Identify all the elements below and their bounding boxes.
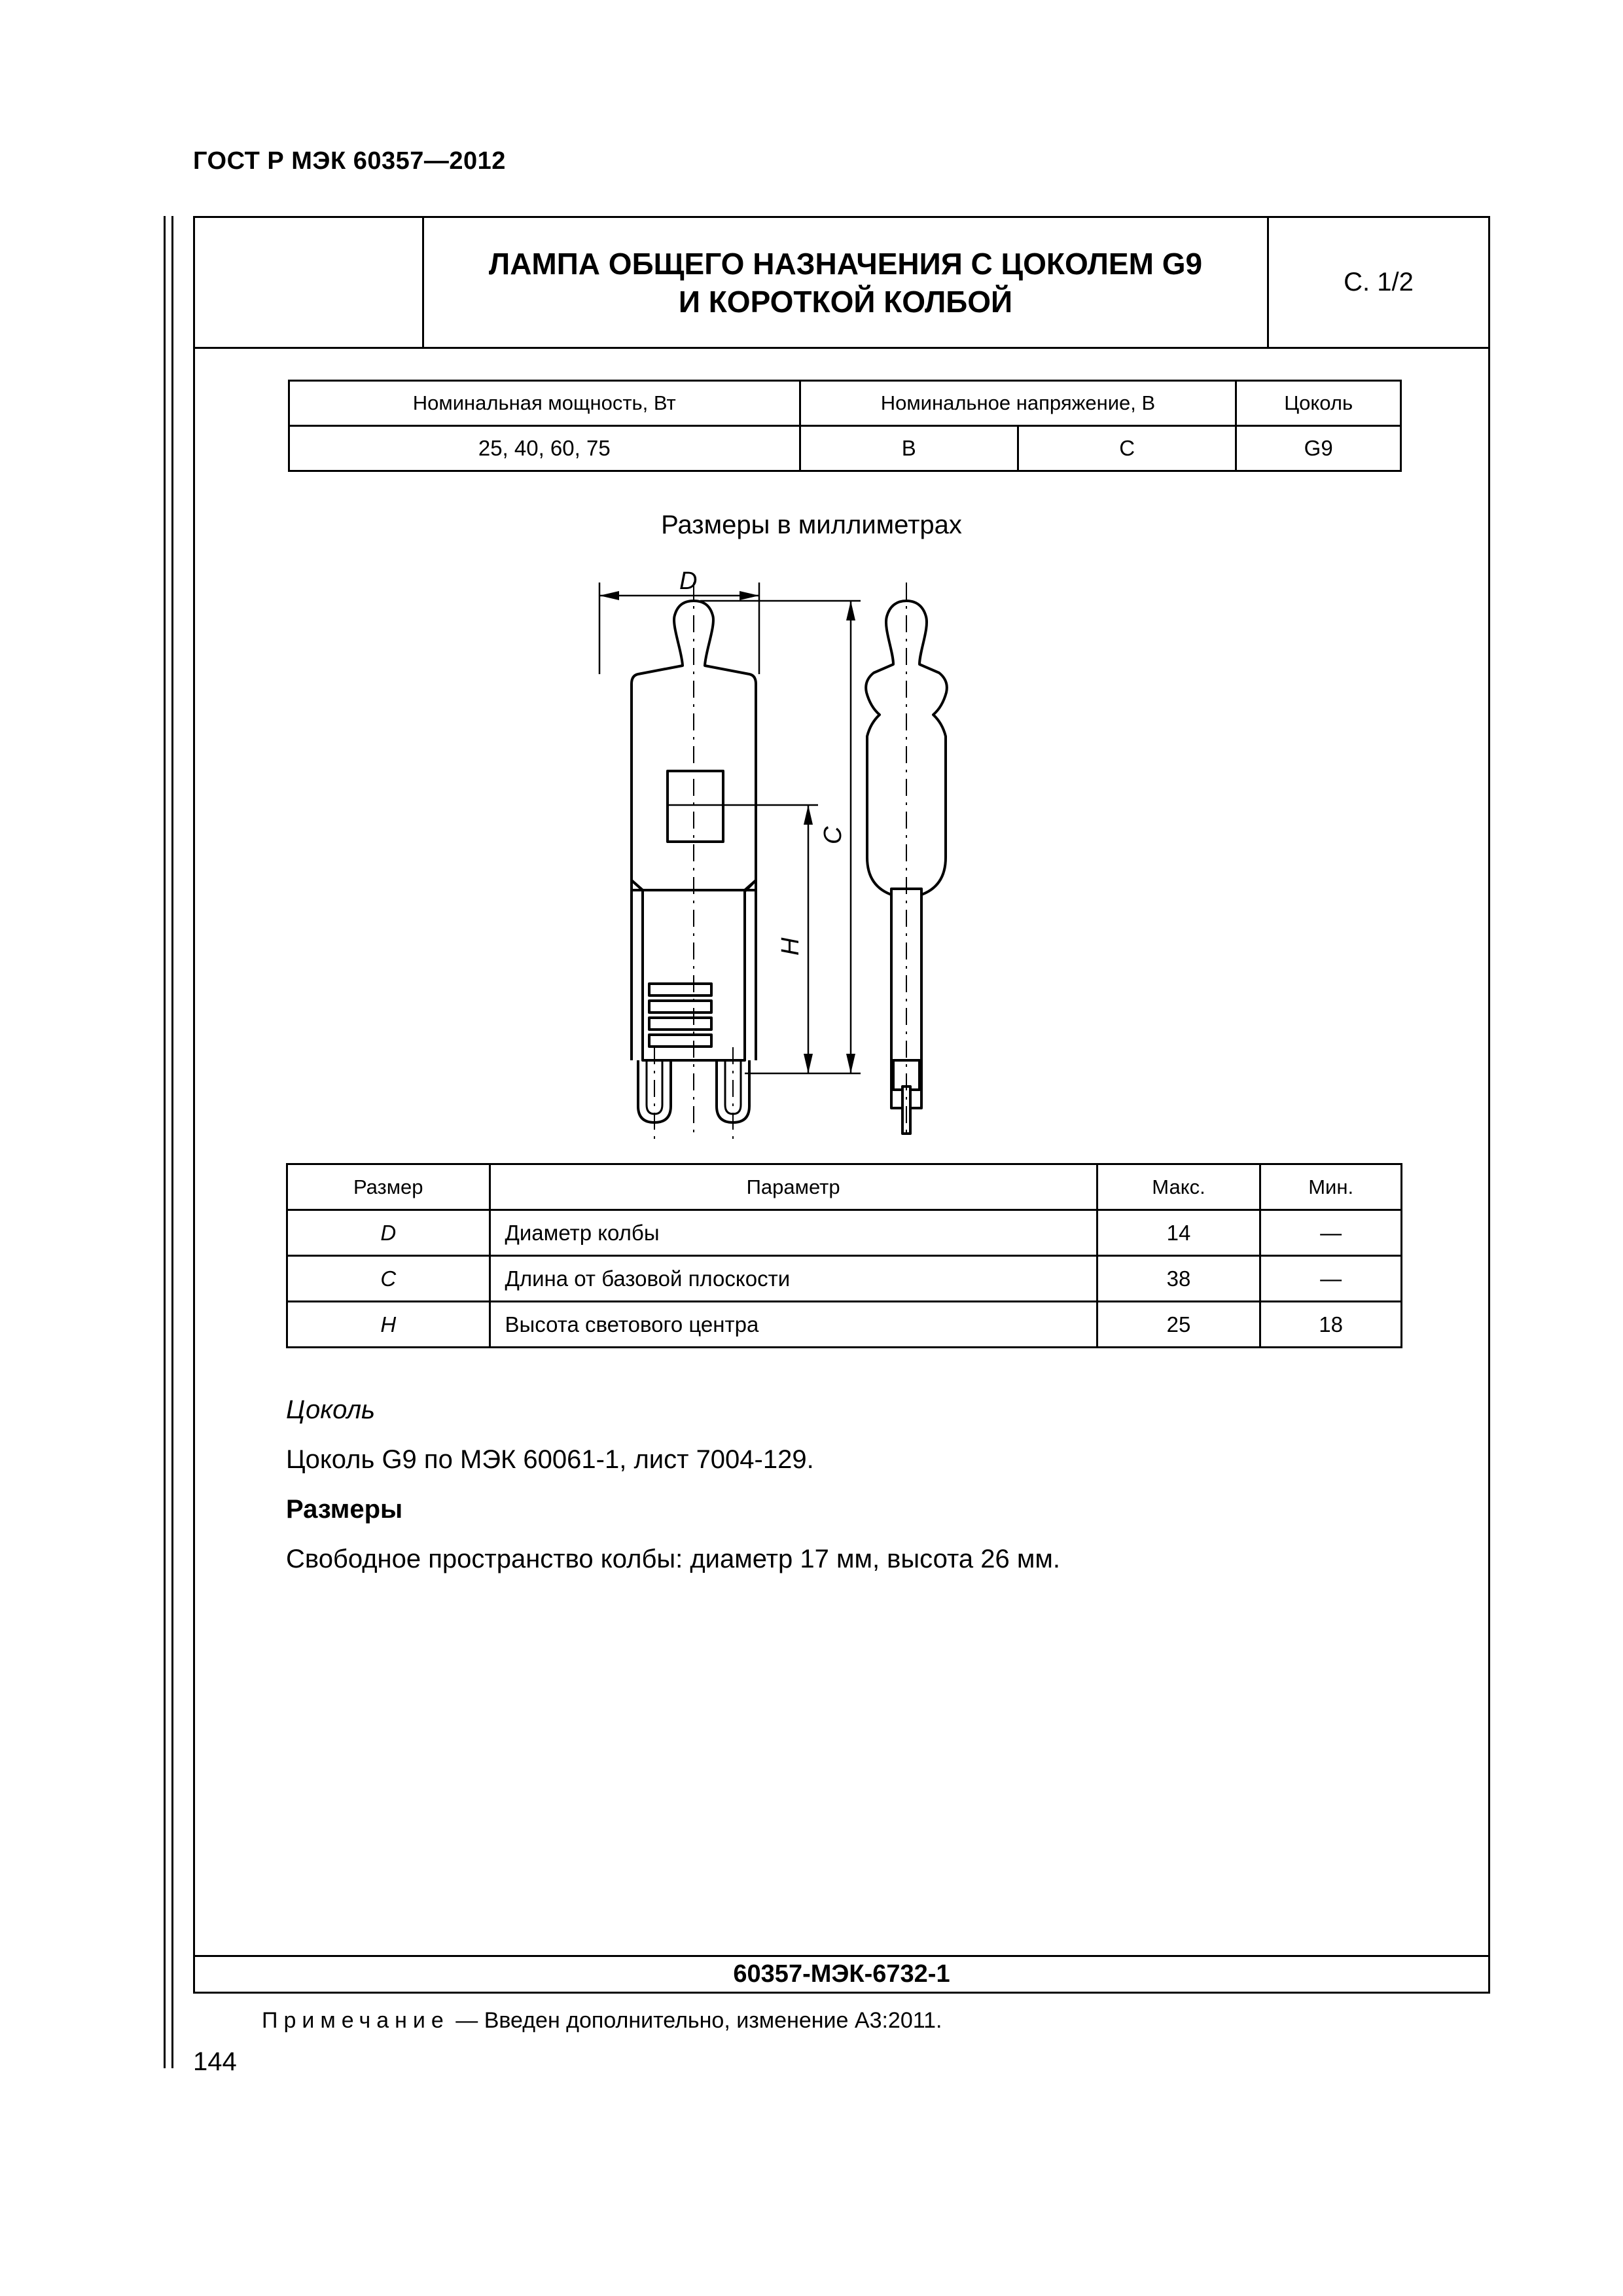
sheet-title — [424, 218, 1267, 347]
margin-line — [171, 216, 173, 2068]
c-arrow-bottom — [846, 1054, 855, 1073]
table-row — [287, 1210, 1402, 1256]
d-arrow-left — [599, 591, 619, 600]
cell-parameter: Высота светового центра — [490, 1302, 1097, 1348]
cell-cap: G9 — [1236, 426, 1401, 471]
title-block — [195, 218, 1488, 349]
cell-max: 14 — [1097, 1210, 1260, 1256]
document-header: ГОСТ Р МЭК 60357—2012 — [193, 147, 506, 175]
page-number: 144 — [193, 2047, 237, 2076]
grip-rib — [649, 1018, 711, 1030]
cell-max: 38 — [1097, 1256, 1260, 1302]
units-caption: Размеры в миллиметрах — [661, 511, 962, 539]
header-parameter: Параметр — [490, 1164, 1097, 1210]
h-arrow-bottom — [804, 1054, 813, 1073]
table-row — [287, 1256, 1402, 1302]
header-power: Номинальная мощность, Вт — [289, 381, 800, 426]
cap-heading: Цоколь — [286, 1395, 376, 1424]
cell-symbol: D — [287, 1210, 490, 1256]
header-min: Мин. — [1260, 1164, 1402, 1210]
label-c: C — [819, 826, 847, 844]
cell-min: — — [1260, 1210, 1402, 1256]
footnote-text: — Введен дополнительно, изменение A3:2011. — [449, 2008, 942, 2033]
sheet-code: 60357-МЭК-6732-1 — [195, 1955, 1488, 1992]
front-base-shoulder — [632, 880, 643, 890]
cell-symbol: H — [287, 1302, 490, 1348]
cell-power: 25, 40, 60, 75 — [289, 426, 800, 471]
ratings-table — [288, 380, 1402, 472]
ratings-value-row — [289, 426, 1401, 471]
lamp-drawing — [576, 563, 1099, 1139]
cell-min: — — [1260, 1256, 1402, 1302]
d-arrow-right — [740, 591, 759, 600]
footnote-label: Примечание — [262, 2008, 450, 2033]
cell-min: 18 — [1260, 1302, 1402, 1348]
cell-voltage-c: C — [1018, 426, 1236, 471]
cell-voltage-b: B — [800, 426, 1018, 471]
grip-rib — [649, 1035, 711, 1047]
label-d: D — [679, 567, 698, 595]
ratings-header-row — [289, 381, 1401, 426]
cell-parameter: Диаметр колбы — [490, 1210, 1097, 1256]
cap-text: Цоколь G9 по МЭК 60061-1, лист 7004-129. — [286, 1445, 814, 1474]
grip-rib — [649, 984, 711, 996]
dimensions-header-row — [287, 1164, 1402, 1210]
sheet-title-line2: И КОРОТКОЙ КОЛБОЙ — [678, 284, 1013, 319]
cell-symbol: C — [287, 1256, 490, 1302]
label-h: H — [777, 937, 804, 956]
filament-square — [668, 771, 723, 842]
c-arrow-top — [846, 601, 855, 620]
table-row — [287, 1302, 1402, 1348]
margin-line — [164, 216, 166, 2068]
grip-rib — [649, 1001, 711, 1013]
cell-parameter: Длина от базовой плоскости — [490, 1256, 1097, 1302]
dimensions-text: Свободное пространство колбы: диаметр 17 мм, высота 26 мм. — [286, 1545, 1060, 1573]
dimensions-heading: Размеры — [286, 1495, 403, 1524]
sheet-number: С. 1/2 — [1267, 218, 1488, 347]
header-max: Макс. — [1097, 1164, 1260, 1210]
sheet-title-line1: ЛАМПА ОБЩЕГО НАЗНАЧЕНИЯ С ЦОКОЛЕМ G9 — [488, 246, 1203, 281]
dimensions-table — [286, 1163, 1402, 1348]
header-dimension: Размер — [287, 1164, 490, 1210]
title-block-left-cell — [195, 218, 424, 347]
h-arrow-top — [804, 805, 813, 825]
footnote — [262, 2008, 942, 2034]
header-cap: Цоколь — [1236, 381, 1401, 426]
cell-max: 25 — [1097, 1302, 1260, 1348]
front-base-shoulder — [745, 880, 756, 890]
header-voltage: Номинальное напряжение, В — [800, 381, 1236, 426]
